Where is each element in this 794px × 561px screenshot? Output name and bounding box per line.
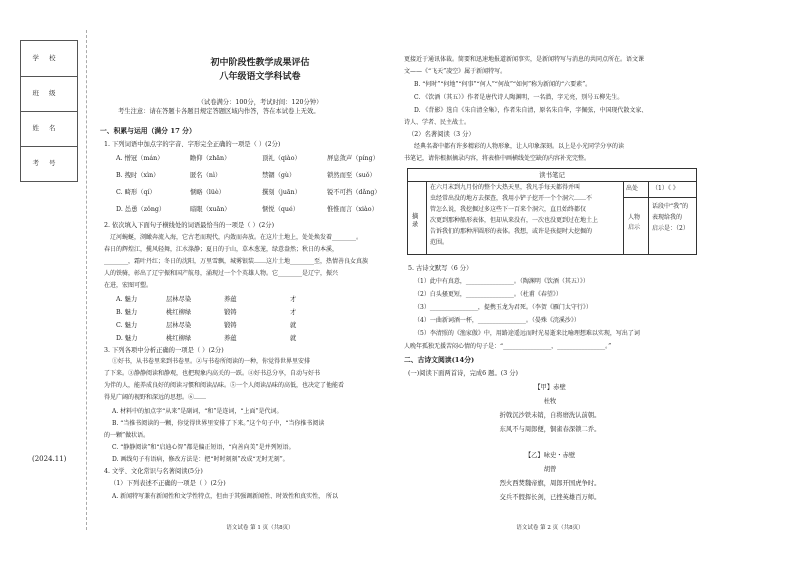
exam-date: (2024.11) bbox=[32, 455, 67, 463]
poem-b-line: 交兵不假挥长剑，已挫英雄百万师。 bbox=[499, 494, 601, 501]
q4-cont: 文——《“飞天”凌空》属于新闻特写。 bbox=[404, 68, 507, 75]
q2-option[interactable]: D. 魅力 bbox=[116, 335, 138, 342]
name-field[interactable]: 姓名 bbox=[21, 111, 77, 147]
poem-a-author: 杜牧 bbox=[543, 398, 557, 405]
exam-number-field[interactable]: 考号 bbox=[32, 159, 66, 167]
q2-word: 锻铸 bbox=[224, 309, 237, 316]
q4-option[interactable]: D. 《背影》选自《朱自清全集》，作者朱自清，原名朱自华，字佩弦，中国现代散文家、 bbox=[414, 107, 648, 114]
reading-notes-header: 读书笔记 bbox=[408, 169, 696, 182]
exam-title-2: 八年级语文学科试卷 bbox=[219, 72, 301, 82]
school-field[interactable]: 学校 bbox=[21, 41, 77, 77]
excerpt-label: 摘录 bbox=[412, 213, 419, 228]
q5-blank[interactable]: （5）李清照的《渔家傲》中，用路途遥远而时光易逝来比喻理想难以实现，写出了词 bbox=[414, 330, 640, 337]
footer-page-1: 语文试卷 第 1 页（共8页） bbox=[226, 525, 294, 531]
q4-2-desc: 书笔记，请你根据摘录内容，将表格中画横线处空缺的内容补充完整。 bbox=[404, 155, 591, 162]
q2-word: 才 bbox=[290, 296, 297, 303]
q2-word: 就 bbox=[290, 335, 297, 342]
q1-word: 撰刻（juān） bbox=[262, 189, 302, 196]
q3-stem: 3. 下列各项中分析正确的一项是（ ）(2分) bbox=[104, 347, 224, 354]
q2-paragraph: ________，霜叶丹红；冬日的沈阳，万里雪飘，城雾银装……这片土地________至，热情善良女真族 bbox=[104, 258, 369, 265]
q4-option[interactable]: C. 《饮酒（其五）》作者是唐代诗人陶渊明，一名潜，字元亮，别号五柳先生。 bbox=[414, 94, 624, 101]
q1-word: 惬悦（qué） bbox=[262, 206, 300, 213]
student-info-box bbox=[20, 40, 78, 182]
q1-word: 惟惟而言（xiào） bbox=[327, 206, 378, 213]
poem-a-title: 【甲】赤壁 bbox=[534, 384, 566, 391]
q5-blank[interactable]: 人晚年孤独无援苦闷心情的句子是：“________________，________________。” bbox=[404, 343, 612, 350]
q4-stem: 4. 文学、文化常识与名著阅读(5分) bbox=[104, 468, 203, 475]
q2-word: 桃红柳绿 bbox=[166, 335, 192, 342]
q4-option[interactable]: A. 新闻特写兼有新闻性和文学性特点，但由于其强调新闻性、时效性和真实性， 所以 bbox=[112, 493, 339, 500]
section-1-heading: 一、积累与运用（满分 17 分） bbox=[100, 127, 196, 135]
q4-cont: 更接近于通讯体裁。简要和迅速地报道新闻事实，是新闻特写与消息的共同点所在。语文课 bbox=[404, 56, 645, 63]
q3-quote: 了下来。③静静阅读和静观，也把现象内高关的一跃。④好书总分享，自动与好书 bbox=[104, 370, 321, 377]
q5-blank[interactable]: （3）________________，提携玉龙为君死。（李贺《雁门太守行》） bbox=[414, 304, 592, 311]
q2-paragraph: 在进，宏图可塑。 bbox=[104, 282, 153, 289]
q2-word: 就 bbox=[290, 322, 297, 329]
excerpt-line: 管怎么说，我挖掘过多这些下一百来个洞穴，直且始终都仅 bbox=[430, 206, 587, 213]
q3-option[interactable]: C. “静静阅读”和“启迪心智”都是偏正短语，“向善向美”是并列短语。 bbox=[112, 444, 295, 451]
reading-notes-table bbox=[407, 168, 697, 255]
q5-title: 5. 古诗文默写（6 分） bbox=[408, 265, 473, 272]
q2-word: 桃红柳绿 bbox=[166, 309, 192, 316]
source-label: 出处 bbox=[626, 185, 639, 192]
excerpt-line: 范围。 bbox=[430, 239, 449, 246]
q4-2-title: （2）名著阅读（3 分） bbox=[408, 131, 475, 138]
excerpt-line: 虫经常出没的地方去探查，我用小铲子挖开一个个洞穴……不 bbox=[430, 195, 593, 202]
class-field[interactable]: 班级 bbox=[21, 76, 77, 112]
q2-word: 才 bbox=[290, 309, 297, 316]
person-line: 表现给我的 bbox=[652, 214, 683, 221]
poem-b-line: 烈火西焚魏帝旗，周郎开国虎争时。 bbox=[499, 480, 601, 487]
q1-option[interactable]: C. 畸形（qí） bbox=[116, 189, 156, 196]
q2-word: 锻铸 bbox=[224, 322, 237, 329]
q3-option-cont: 的一颗”做状语。 bbox=[104, 432, 150, 439]
q5-blank[interactable]: （1）此中有真意，________________。（陶渊明《饮酒（其五）》） bbox=[414, 278, 589, 285]
q4-2-desc: 经典名著中都有许多精彩的人物形象，让人印象深刻。以上是小光同学分享的读 bbox=[414, 143, 625, 150]
q4-option[interactable]: B. “何时”“何地”“何事”“何人”“何故”“如何”称为新闻的“六要素”。 bbox=[414, 81, 592, 88]
poem-b-author: 胡曾 bbox=[543, 466, 557, 473]
poem-a-line: 东风不与周郎便，铜雀春深锁二乔。 bbox=[499, 426, 601, 433]
q1-word: 匿名（nì） bbox=[190, 172, 222, 179]
q3-option[interactable]: A. 材料中的加点字“从来”是副词，“和”是连词，“上面”是代词。 bbox=[112, 408, 283, 415]
q1-word: 惬略（lüè） bbox=[190, 189, 225, 196]
q3-option[interactable]: D. 画线句子有语病，修改方法是：把“时时刻刻”改成“无时无刻”。 bbox=[112, 456, 289, 463]
q1-word: 暗眼（xuān） bbox=[190, 206, 231, 213]
q5-blank[interactable]: （2）白头搔更短，________________。（杜甫《春望》） bbox=[414, 291, 562, 298]
poem-a-line: 折戟沉沙铁未销，自将磨洗认前朝。 bbox=[499, 412, 601, 419]
excerpt-line: 在六月末到九月份的整个大热天里，我凡手每天都得并叫 bbox=[430, 184, 581, 191]
q1-word: 禁锢（gù） bbox=[262, 172, 296, 179]
q4-sub: （1）下列表述不正确的一项是（ ）(2分) bbox=[110, 480, 226, 487]
q1-word: 锐不可挡（dǎng） bbox=[327, 189, 381, 196]
excerpt-line: 告诉我们的那种浑圆形的表体。我想，或许是孩提时大挖掘的 bbox=[430, 228, 593, 235]
q1-option[interactable]: A. 憎冠（mán） bbox=[116, 155, 164, 162]
q1-word: 瞻仰（zhān） bbox=[190, 155, 231, 162]
q5-blank[interactable]: （4）一曲新词酒一杯，________________。（晏殊《浣溪沙》） bbox=[414, 317, 580, 324]
footer-page-2: 语文试卷 第 2 页（共8页） bbox=[516, 525, 584, 531]
q2-paragraph: 人的铁骑，彰出了辽宁振和国产航母，涌现过一个个英雄人物。它________是辽宁，振兴 bbox=[104, 270, 339, 277]
q3-quote: ①好书，从书卷里来到书卷里。②与书卷所阅读的一种，你觉得世界里安排 bbox=[112, 358, 311, 365]
exam-meta: （试卷满分：100分，考试时间：120分钟） bbox=[197, 99, 323, 106]
q2-word: 层林尽染 bbox=[166, 296, 192, 303]
exam-notice: 考生注意：请在答题卡各题目规定答题区域内作答，答在本试卷上无效。 bbox=[118, 108, 320, 115]
q3-option[interactable]: B. “当推书阅读的一颗，你觉得世界里安排了下来。”这个句子中，“当你推书阅读 bbox=[112, 420, 325, 427]
q3-quote: 为伴的人，能养成良好的阅读习惯和阅读品味。⑤一个人阅读品味的高低，也决定了他能看 bbox=[104, 382, 345, 389]
source-answer-blank[interactable]: （1）《 》 bbox=[652, 185, 679, 192]
section-2-heading: 二、古诗文阅读(14分) bbox=[404, 356, 475, 364]
q1-option[interactable]: D. 怂恿（zǒng） bbox=[116, 206, 166, 213]
q1-option[interactable]: B. 拽时（xìn） bbox=[116, 172, 160, 179]
poem-b-title: 【乙】咏史・赤壁 bbox=[524, 452, 576, 459]
q2-word: 层林尽染 bbox=[166, 322, 192, 329]
q2-option[interactable]: A. 魅力 bbox=[116, 296, 138, 303]
q2-word: 养蕴 bbox=[224, 335, 237, 342]
q2-word: 养蕴 bbox=[224, 296, 237, 303]
q3-quote: 得见广阔的视野和深远的思想。⑥…… bbox=[104, 394, 207, 401]
q2-stem: 2. 依次填入下面句子横线处的词语最恰当的一项是（ ）(2分) bbox=[104, 222, 275, 229]
q4-cont: 诗人、学者、民主战士。 bbox=[404, 119, 471, 126]
q1-word: 屏息敛声（píng） bbox=[327, 155, 379, 162]
q1-word: 顶礼（qiào） bbox=[262, 155, 301, 162]
person-line: 话段中“我”的 bbox=[652, 203, 689, 210]
q1-stem: 1. 下列词语中加点字的字音、字形完全正确的一项是（ ）(2分) bbox=[104, 141, 281, 148]
q2-paragraph: 春日的辉煌江，揽风轻舞，江水涤静；夏日的于山，草木葱茏，绿意盎然；秋日的本溪， bbox=[104, 246, 339, 253]
excerpt-line: 次更到那种船形表体，但却从来没有，一次也没更到过在地土上 bbox=[430, 217, 599, 224]
person-answer-blank[interactable]: 启示是：（2） bbox=[652, 225, 689, 232]
q2-paragraph: 辽河蜿蜒，浏瞰奔流入海，它古老而现代，内敛而奔放。在这片土地上，处处焕发着________。 bbox=[110, 234, 363, 241]
q2-option[interactable]: C. 魅力 bbox=[116, 322, 138, 329]
section-2-intro: (一)阅读下面两首诗，完成6 题。(3 分) bbox=[408, 370, 518, 377]
exam-title-1: 初中阶段性教学成果评估 bbox=[210, 58, 310, 68]
person-label: 人物启示 bbox=[628, 214, 641, 231]
q2-option[interactable]: B. 魅力 bbox=[116, 309, 138, 316]
binding-line bbox=[86, 30, 87, 530]
q1-word: 锁然而至（suǒ） bbox=[327, 172, 376, 179]
